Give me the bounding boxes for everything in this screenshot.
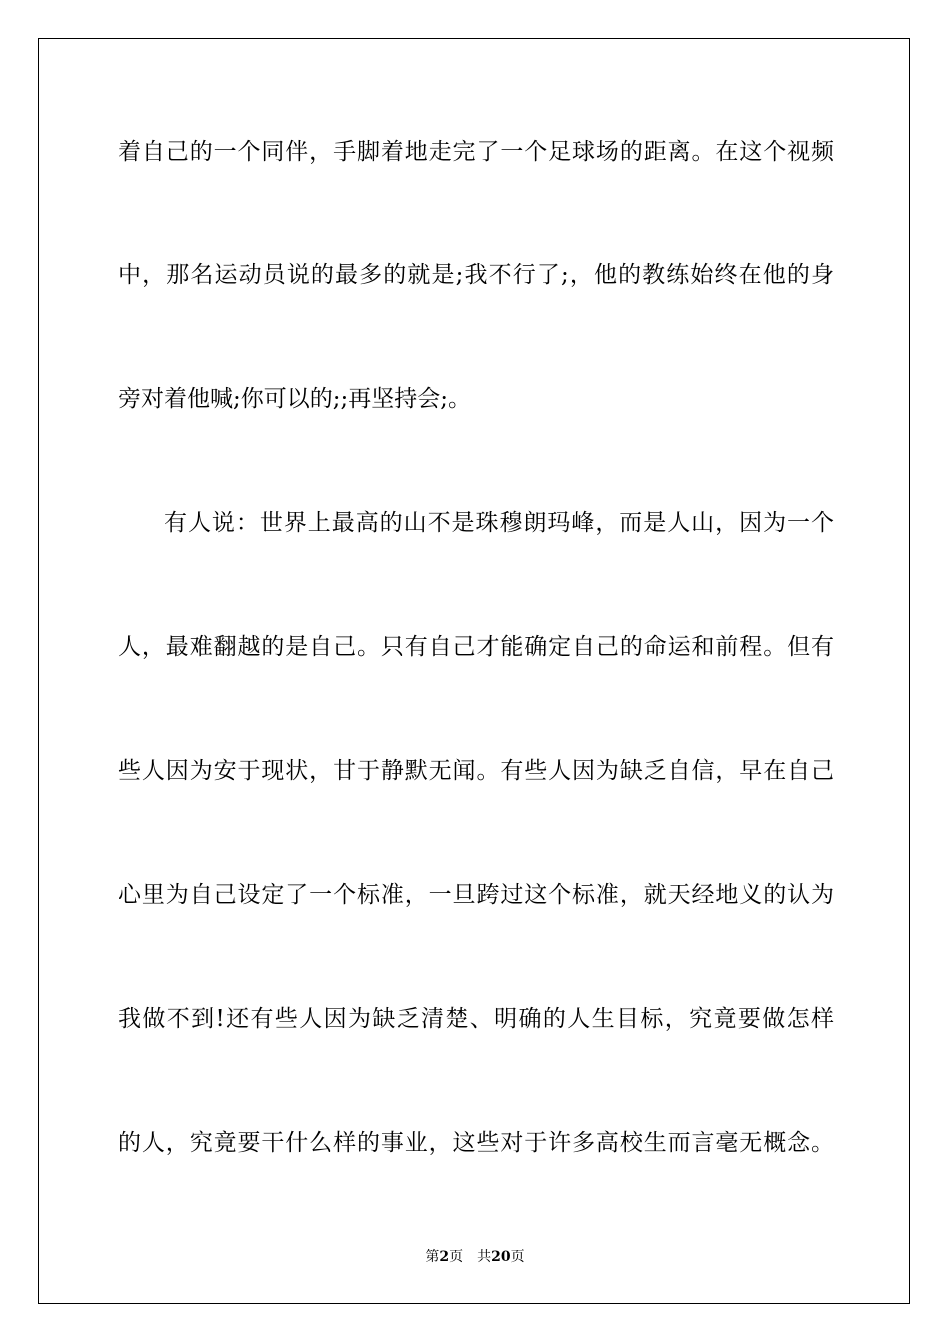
total-page-number: 20 [491,1249,511,1265]
text-line: 些人因为安于现状，甘于静默无闻。有些人因为缺乏自信，早在自己 [118,758,834,784]
page-unit: 页 [449,1249,464,1265]
text-line: 我做不到!还有些人因为缺乏清楚、明确的人生目标，究竟要做怎样 [118,1006,834,1032]
total-prefix: 共 [477,1249,492,1265]
text-line: 心里为自己设定了一个标准，一旦跨过这个标准，就天经地义的认为 [118,882,834,908]
text-line: 着自己的一个同伴，手脚着地走完了一个足球场的距离。在这个视频 [118,139,834,165]
page-prefix: 第 [425,1249,440,1265]
text-line: 中，那名运动员说的最多的就是;我不行了;，他的教练始终在他的身 [118,262,834,288]
current-page-number: 2 [439,1249,450,1265]
text-line: 人，最难翻越的是自己。只有自己才能确定自己的命运和前程。但有 [118,634,834,660]
text-line: 的人，究竟要干什么样的事业，这些对于许多高校生而言毫无概念。 [118,1130,834,1156]
text-line: 旁对着他喊;你可以的;;再坚持会;。 [118,386,471,412]
page-footer [0,1248,950,1266]
text-line: 有人说：世界上最高的山不是珠穆朗玛峰，而是人山，因为一个 [164,510,834,536]
page-border [38,38,910,1304]
total-unit: 页 [510,1249,525,1265]
